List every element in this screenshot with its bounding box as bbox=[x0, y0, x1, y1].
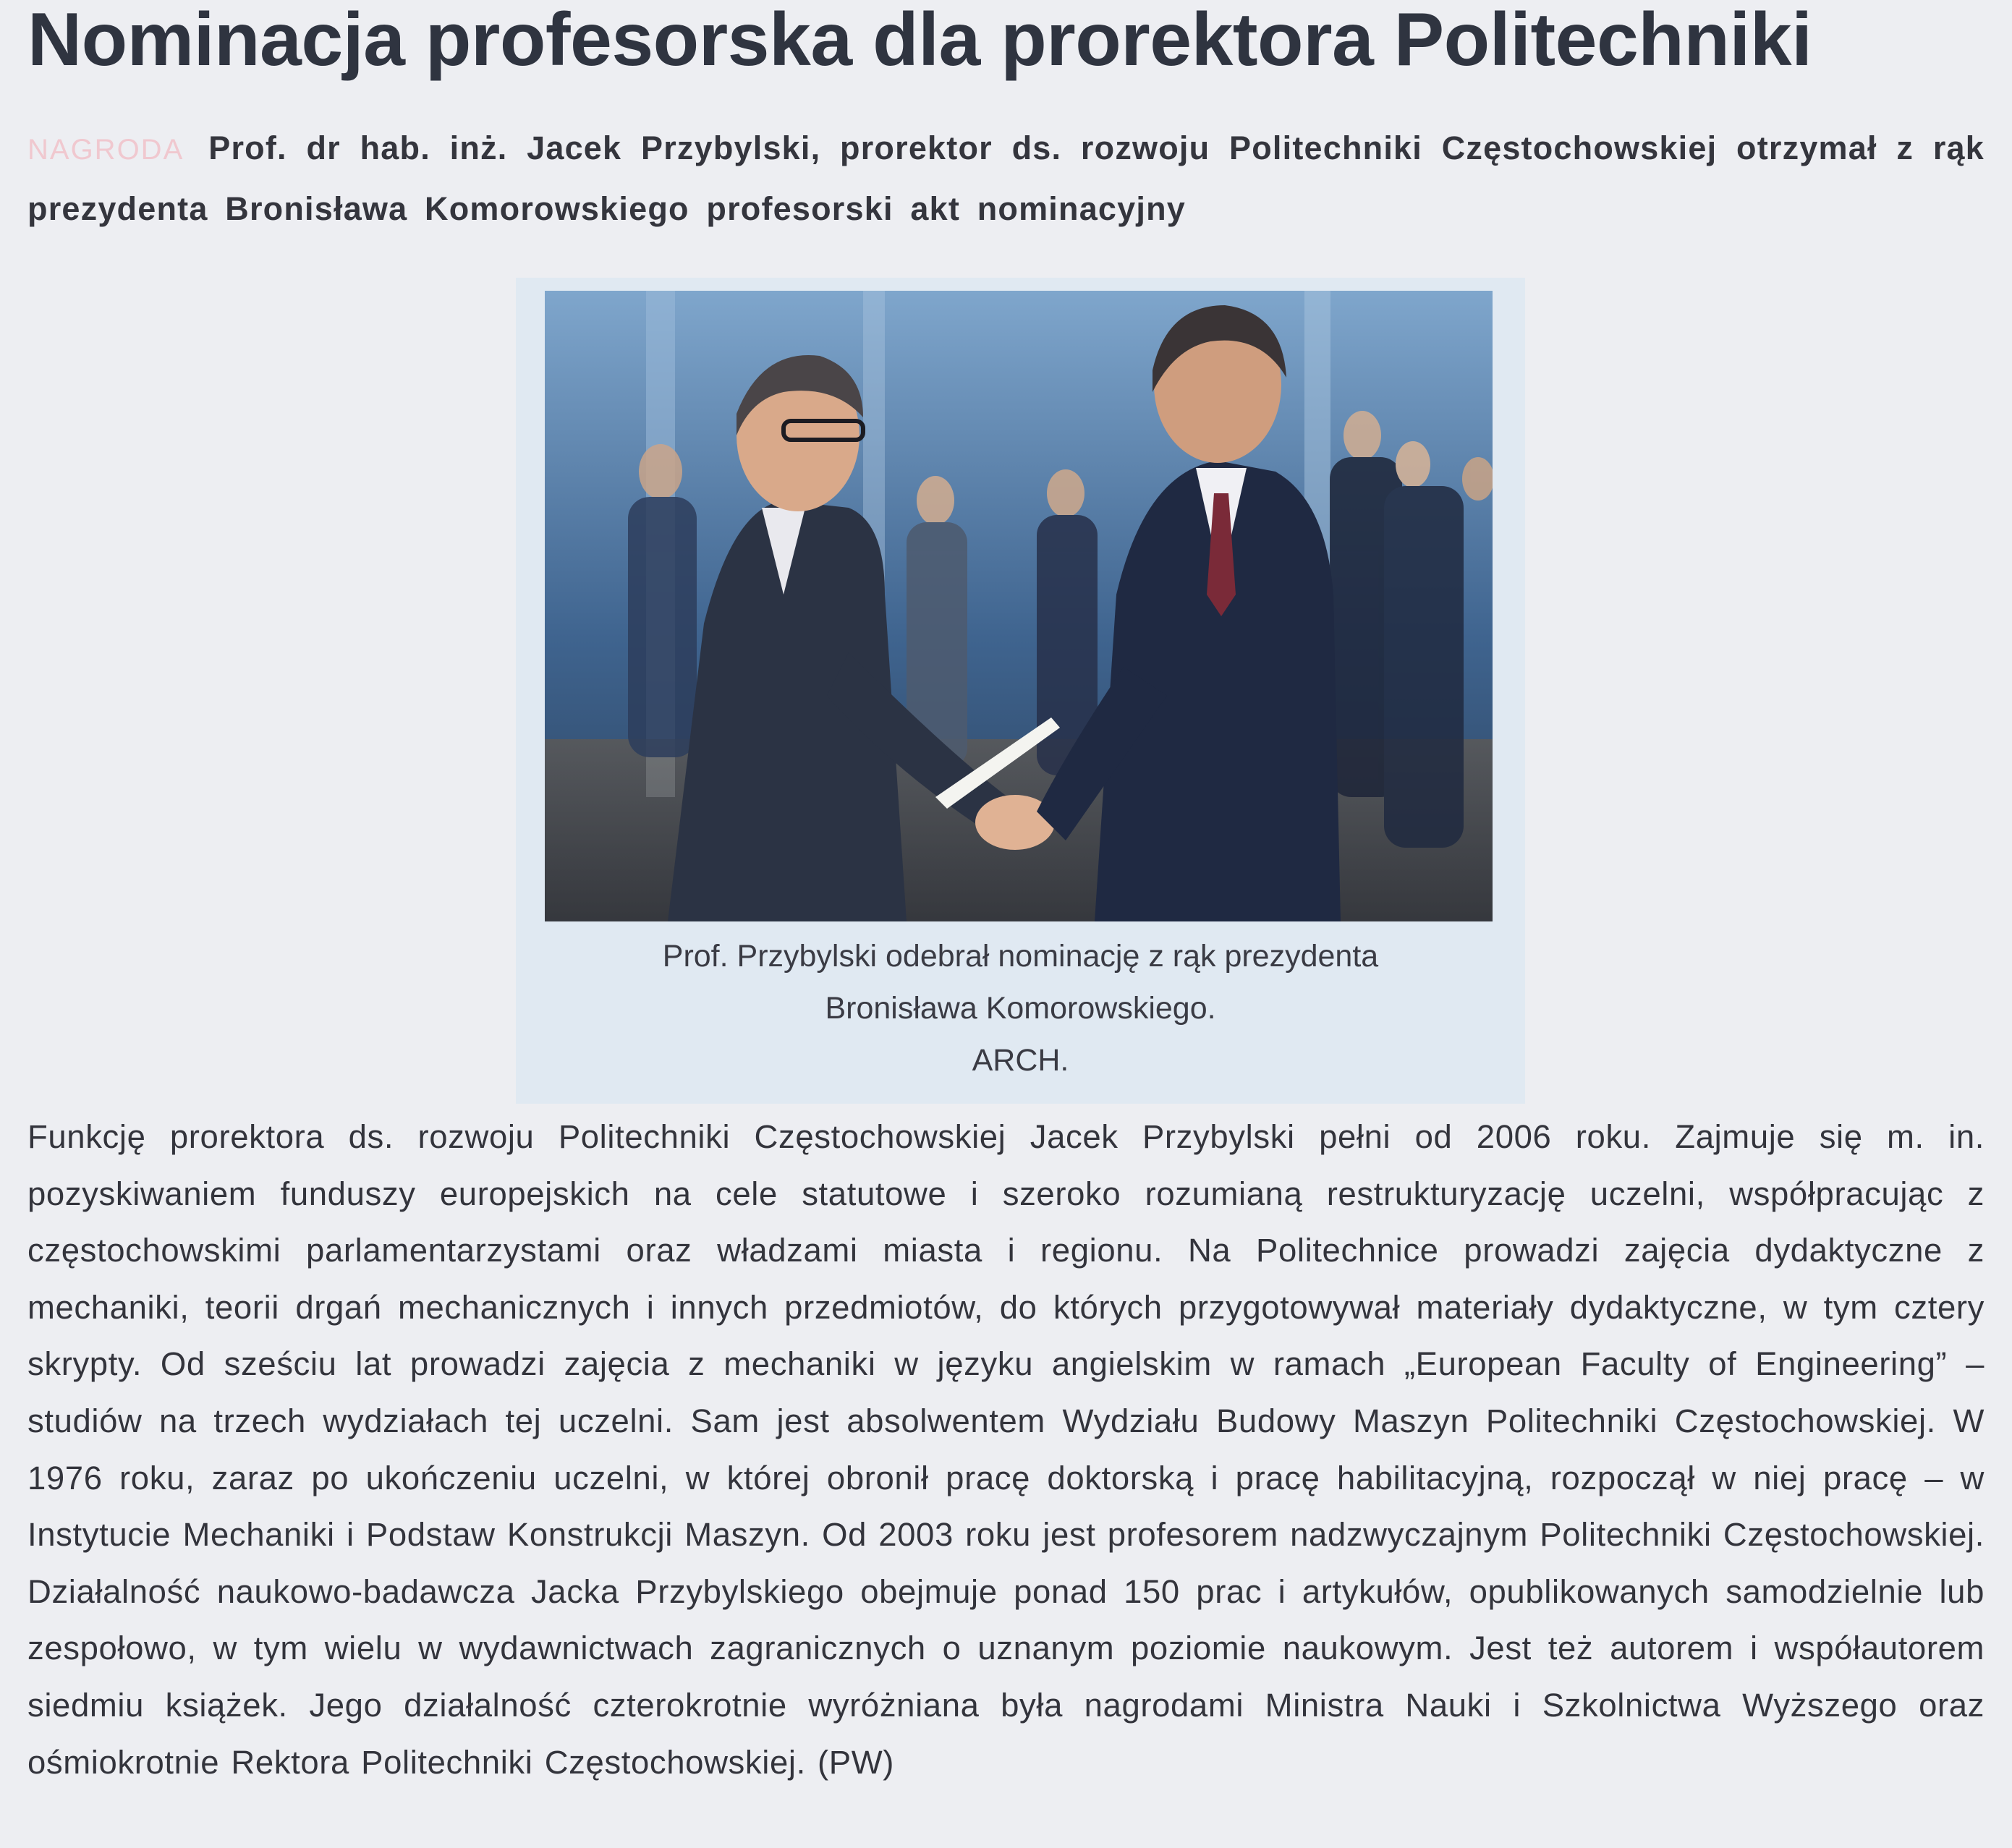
section-kicker: NAGRODA bbox=[27, 134, 184, 166]
caption-line-2: Bronisława Komorowskiego. bbox=[825, 991, 1216, 1026]
article bbox=[27, 0, 1985, 1848]
body-paragraph: Funkcję prorektora ds. rozwoju Politechniki Częstochowskiej Jacek Przybylski pełni od 2006 roku. Zajmuje się m. in. pozyskiwaniem funduszy europejskich na cele statutowe i szeroko rozumianą restrukturyzację uczelni, współpracując z częstochowskimi parlamentarzystami oraz władzami miasta i regionu. Na Politechnice prowadzi zajęcia dydaktyczne z mechaniki, teorii drgań mechanicznych i innych przedmiotów, do których przygotowywał materiały dydaktyczne, w tym cztery skrypty. Od sześciu lat prowadzi zajęcia z mechaniki w języku angielskim w ramach „European Faculty of Engineering” – studiów na trzech wydziałach tej uczelni. Sam jest absolwentem Wydziału Budowy Maszyn Politechniki Częstochowskiej. W 1976 roku, zaraz po ukończeniu uczelni, w której obronił pracę doktorską i pracę habilitacyjną, rozpoczął w niej pracę – w Instytucie Mechaniki i Podstaw Konstrukcji Maszyn. Od 2003 roku jest profesorem nadzwyczajnym Politechniki Częstochowskiej. Działalność naukowo-badawcza Jacka Przybylskiego obejmuje ponad 150 prac i artykułów, opublikowanych samodzielnie lub zespołowo, w tym wielu w wydawnictwach zagranicznych o uznanym poziomie naukowym. Jest też autorem i współautorem siedmiu książek. Jego działalność czterokrotnie wyróżniana była nagrodami Ministra Nauki i Szkolnictwa Wyższego oraz ośmiokrotnie Rektora Politechniki Częstochowskiej. (PW) bbox=[27, 1118, 1985, 1781]
lead-paragraph bbox=[27, 119, 1985, 239]
ceremony-photo bbox=[545, 291, 1493, 921]
caption-line-1: Prof. Przybylski odebrał nominację z rąk prezydenta bbox=[662, 939, 1379, 974]
photo-caption bbox=[516, 930, 1525, 1086]
photo-figure bbox=[516, 278, 1525, 1104]
lead-text: Prof. dr hab. inż. Jacek Przybylski, prorektor ds. rozwoju Politechniki Częstochowskiej otrzymał z rąk prezydenta Bronisława Komorowskiego profesorski akt nominacyjny bbox=[27, 129, 1985, 227]
ceremony-photo-illustration bbox=[545, 291, 1493, 921]
photo-credit: ARCH. bbox=[972, 1043, 1069, 1078]
headline: Nominacja profesorska dla prorektora Politechniki bbox=[27, 0, 1812, 82]
